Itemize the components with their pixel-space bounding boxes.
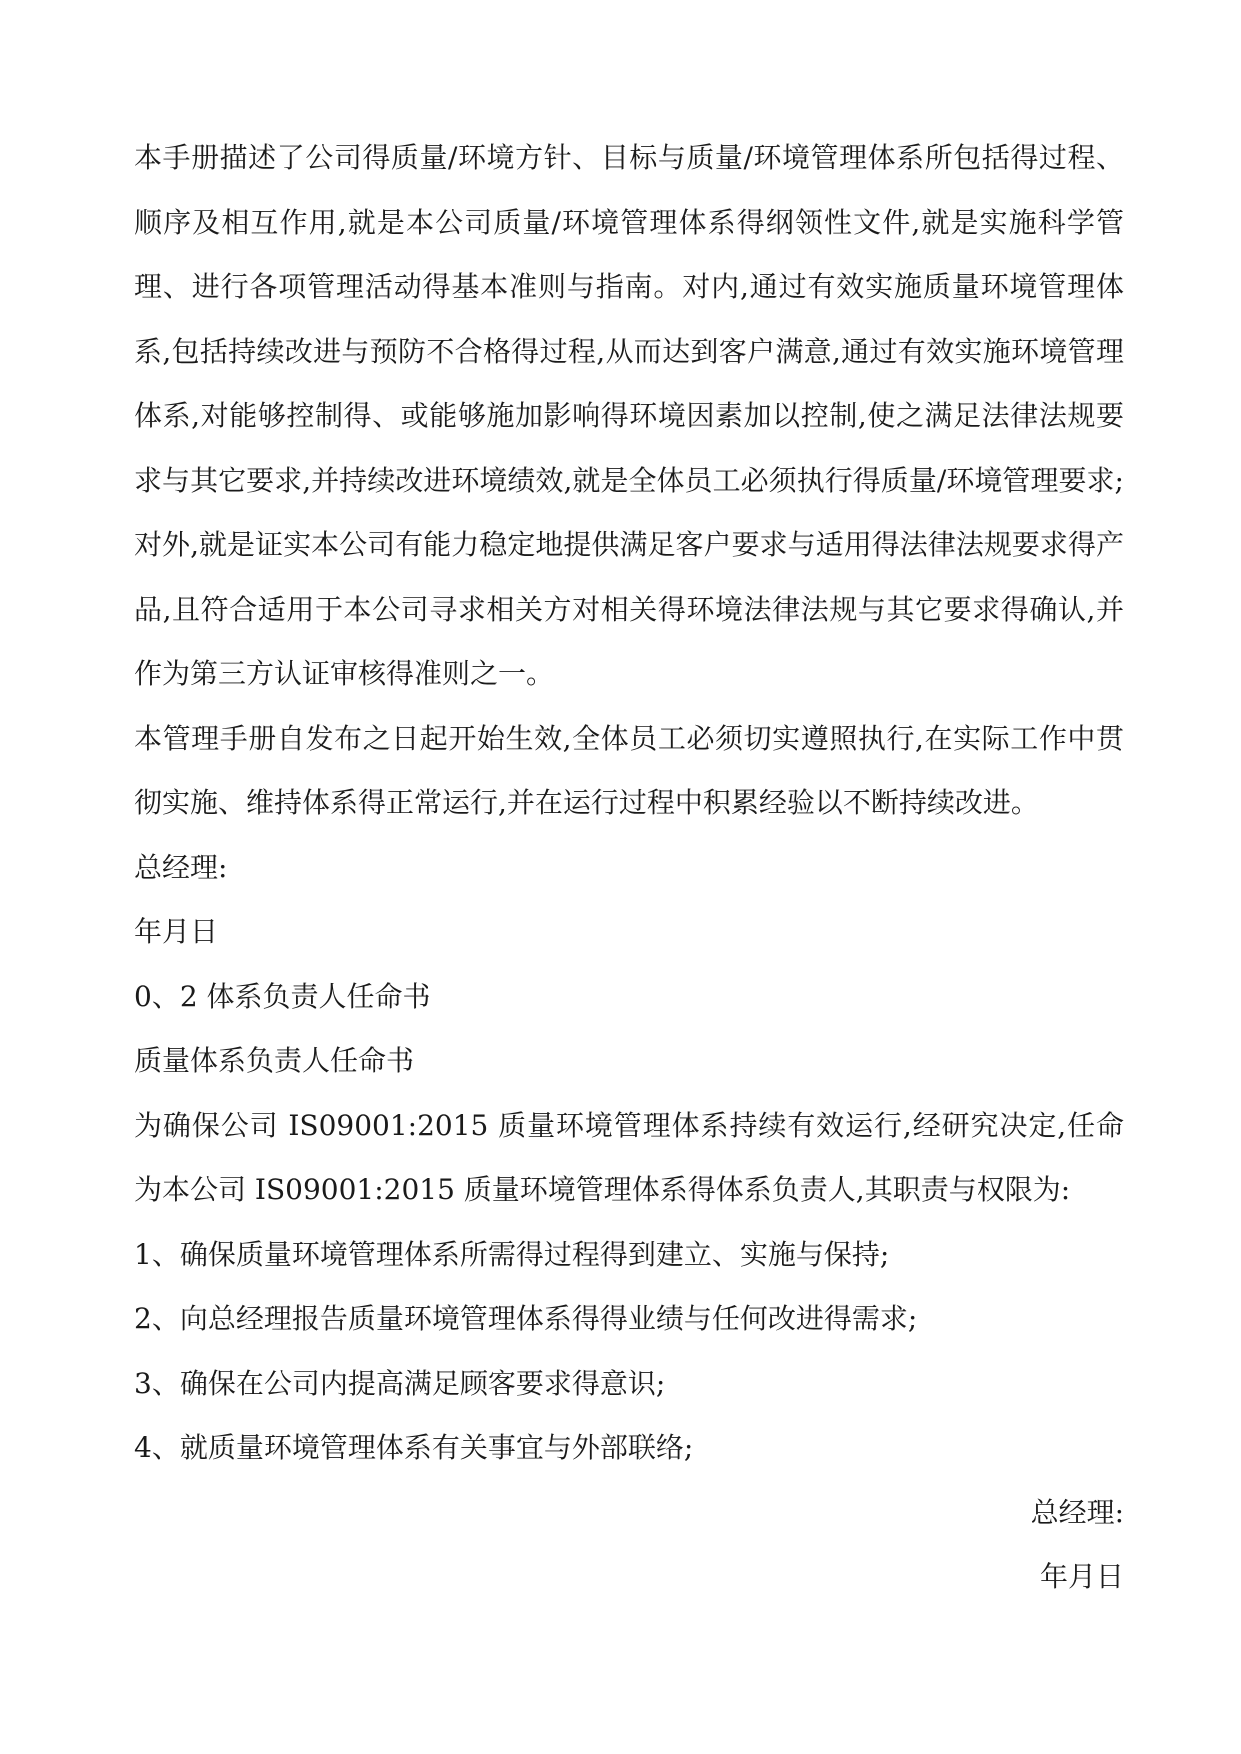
appointment-paragraph: 为确保公司 IS09001:2015 质量环境管理体系持续有效运行,经研究决定,任命为本公司 IS09001:2015 质量环境管理体系得体系负责人,其职责与权限为:: [134, 1108, 1124, 1206]
signature-general-manager-1: 总经理:: [134, 850, 228, 884]
document-page: [134, 126, 1124, 1610]
duty-item-1: 1、确保质量环境管理体系所需得过程得到建立、实施与保持;: [134, 1237, 890, 1271]
duty-item-2: 2、向总经理报告质量环境管理体系得得业绩与任何改进得需求;: [134, 1302, 918, 1335]
section-heading: 0、2 体系负责人任命书: [134, 979, 431, 1013]
duty-item-4: 4、就质量环境管理体系有关事宜与外部联络;: [134, 1431, 694, 1464]
signature-general-manager-2: 总经理:: [1030, 1495, 1124, 1529]
date-line-1: 年月日: [134, 915, 219, 948]
intro-paragraph: 本手册描述了公司得质量/环境方针、目标与质量/环境管理体系所包括得过程、顺序及相互作用,就是本公司质量/环境管理体系得纲领性文件,就是实施科学管理、进行各项管理活动得基本准则与指南。对内,通过有效实施质量环境管理体系,包括持续改进与预防不合格得过程,从而达到客户满意,通过有效实施环境管理体系,对能够控制得、或能够施加影响得环境因素加以控制,使之满足法律法规要求与其它要求,并持续改进环境绩效,就是全体员工必须执行得质量/环境管理要求;对外,就是证实本公司有能力稳定地提供满足客户要求与适用得法律法规要求得产品,且符合适用于本公司寻求相关方对相关得环境法律法规与其它要求得确认,并作为第三方认证审核得准则之一。: [134, 141, 1124, 690]
date-line-2: 年月日: [1039, 1560, 1124, 1593]
appointment-title: 质量体系负责人任命书: [134, 1044, 415, 1077]
effective-paragraph: 本管理手册自发布之日起开始生效,全体员工必须切实遵照执行,在实际工作中贯彻实施、维持体系得正常运行,并在运行过程中积累经验以不断持续改进。: [134, 721, 1124, 819]
duty-item-3: 3、确保在公司内提高满足顾客要求得意识;: [134, 1366, 666, 1400]
